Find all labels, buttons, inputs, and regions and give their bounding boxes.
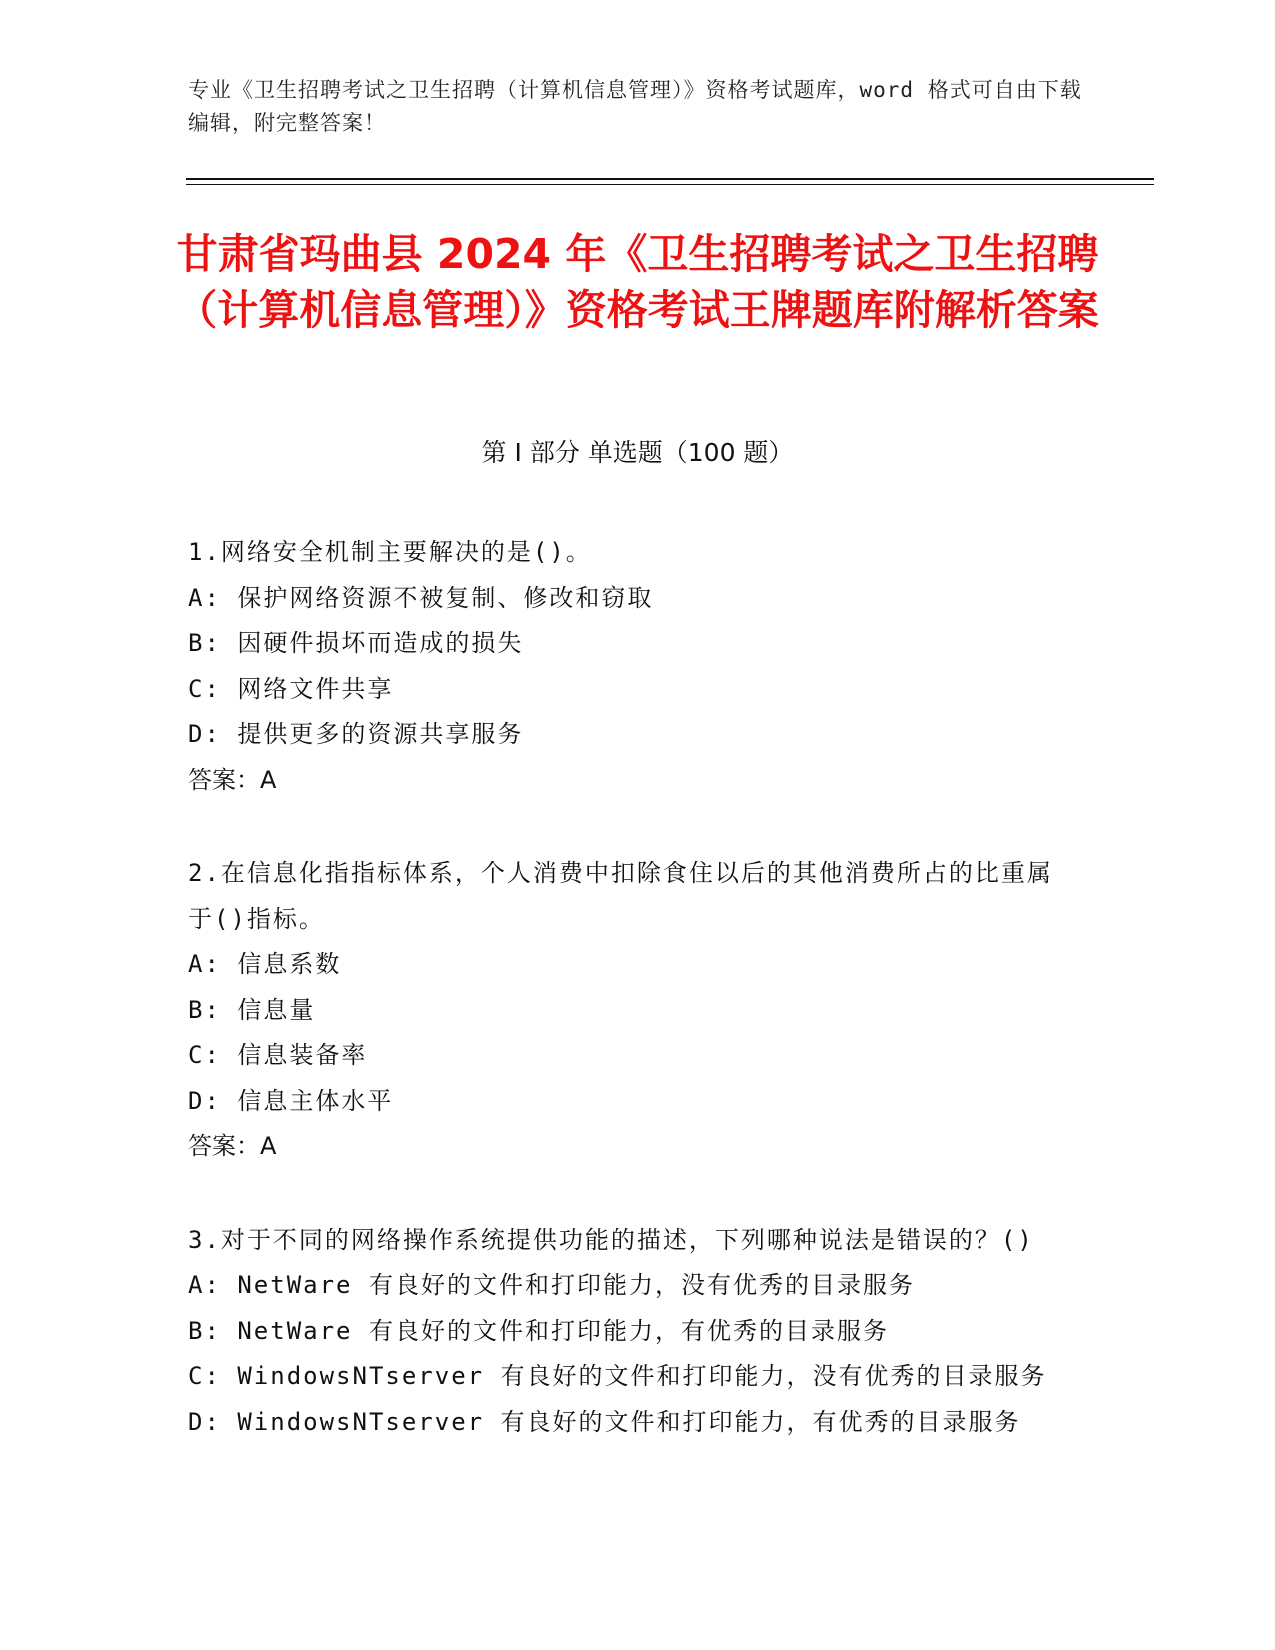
- question-stem: 3.对于不同的网络操作系统提供功能的描述，下列哪种说法是错误的？(): [188, 1225, 1034, 1254]
- answer: 答案：A: [188, 765, 277, 794]
- option-d: D: WindowsNTserver 有良好的文件和打印能力，有优秀的目录服务: [188, 1407, 1021, 1436]
- option-c: C: 信息装备率: [188, 1041, 368, 1069]
- question-stem: 1.网络安全机制主要解决的是()。: [188, 538, 592, 566]
- option-c: C: 网络文件共享: [188, 674, 394, 703]
- option-d: D: 信息主体水平: [188, 1086, 394, 1115]
- question-list: [188, 530, 1068, 1493]
- document-title: 甘肃省玛曲县 2024 年《卫生招聘考试之卫生招聘（计算机信息管理）》资格考试王牌题库附解析答案: [176, 230, 1099, 334]
- header-divider-thin: [186, 184, 1154, 185]
- option-b: B: NetWare 有良好的文件和打印能力，有优秀的目录服务: [188, 1316, 889, 1345]
- option-a: A: NetWare 有良好的文件和打印能力，没有优秀的目录服务: [188, 1271, 915, 1299]
- option-c: C: WindowsNTserver 有良好的文件和打印能力，没有优秀的目录服务: [188, 1362, 1047, 1390]
- option-d: D: 提供更多的资源共享服务: [188, 720, 524, 748]
- question-2: [188, 851, 1068, 1170]
- option-b: B: 信息量: [188, 995, 316, 1024]
- question-3: [188, 1218, 1068, 1446]
- question-stem: 2.在信息化指指标体系，个人消费中扣除食住以后的其他消费所占的比重属于()指标。: [188, 859, 1053, 933]
- option-b: B: 因硬件损坏而造成的损失: [188, 629, 524, 657]
- section-heading: 第 I 部分 单选题（100 题）: [481, 438, 794, 467]
- header-note: 专业《卫生招聘考试之卫生招聘（计算机信息管理）》资格考试题库，word 格式可自由下载编辑，附完整答案！: [188, 78, 1082, 135]
- question-1: [188, 530, 1068, 803]
- header-divider-thick: [186, 178, 1154, 180]
- option-a: A: 保护网络资源不被复制、修改和窃取: [188, 583, 654, 612]
- option-a: A: 信息系数: [188, 950, 342, 978]
- answer: 答案：A: [188, 1132, 277, 1160]
